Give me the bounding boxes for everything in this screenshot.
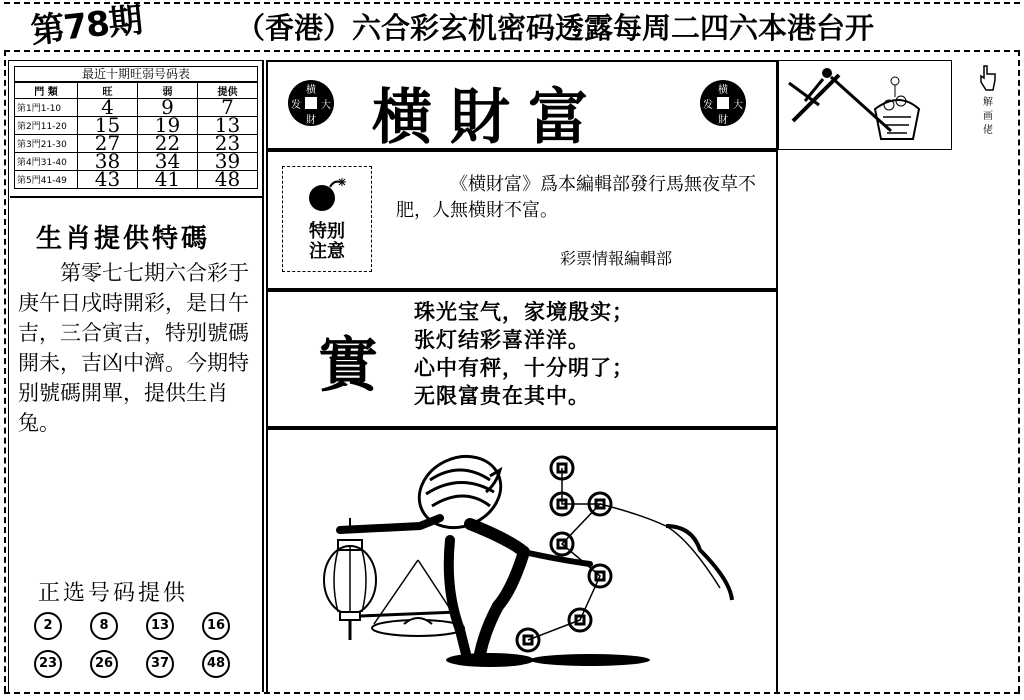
poem-line: 无限富贵在其中。 [414, 384, 590, 408]
table-underline [10, 196, 262, 198]
value-cell: 4 [78, 99, 138, 117]
period-cell: 第4門31-40 [15, 153, 78, 171]
strength-table [14, 82, 258, 189]
side-note: 解画佬 [983, 97, 993, 136]
puzzle-drawing [779, 61, 951, 149]
table-header: 提供 [198, 83, 258, 99]
value-cell: 34 [138, 153, 198, 171]
value-cell: 22 [138, 135, 198, 153]
poem-line: 珠光宝气，家境殷实； [414, 300, 634, 324]
period-cell: 第2門11-20 [15, 117, 78, 135]
header-divider [4, 50, 1020, 52]
zodiac-text: 第零七七期六合彩于庚午日戌時開彩，是日午吉，三合寅吉，特别號碼開未，吉凶中濟。今期特别號碼開單，提供生肖兔。 [18, 261, 249, 435]
value-cell: 19 [138, 117, 198, 135]
table-row [15, 171, 258, 189]
value-cell: 41 [138, 171, 198, 189]
headline: （香港）六合彩玄机密码透露每周二四六本港台开 [236, 11, 875, 45]
top-border [4, 2, 1020, 4]
pick-number: 13 [146, 612, 174, 640]
notice-label: 特别 注意 [309, 221, 345, 262]
intro-signature: 彩票情報編輯部 [560, 249, 673, 268]
right-border [1018, 50, 1020, 692]
period-cell: 第3門21-30 [15, 135, 78, 153]
table-header: 弱 [138, 83, 198, 99]
puzzle-picture [778, 60, 952, 150]
poem-line: 心中有秤，十分明了； [414, 356, 634, 380]
brand-title: 横財富 [372, 83, 606, 153]
pick-number: 8 [90, 612, 118, 640]
value-cell: 39 [198, 153, 258, 171]
value-cell: 38 [78, 153, 138, 171]
poem-line: 张灯结彩喜洋洋。 [414, 328, 590, 352]
pick-number: 37 [146, 650, 174, 678]
pick-number: 26 [90, 650, 118, 678]
pick-number: 23 [34, 650, 62, 678]
table-title: 最近十期旺弱号码表 [14, 66, 258, 82]
period-cell: 第1門1-10 [15, 99, 78, 117]
lantern-icon [324, 518, 376, 640]
coin-icon: 横 大 財 发 [288, 80, 334, 126]
pick-number: 48 [202, 650, 230, 678]
bomb-icon [306, 174, 350, 218]
left-border [4, 50, 6, 692]
pick-number: 16 [202, 612, 230, 640]
table-header: 門 類 [15, 83, 78, 99]
value-cell: 48 [198, 171, 258, 189]
poem [414, 298, 634, 410]
issue-number: 第78期 [28, 0, 144, 52]
value-cell: 13 [198, 117, 258, 135]
hand-icon [978, 64, 998, 96]
intro-text: 《横財富》爲本編輯部發行馬無夜草不肥，人無横財不富。 [396, 174, 756, 221]
coin-icon: 横 大 財 发 [700, 80, 746, 126]
value-cell: 15 [78, 117, 138, 135]
zodiac-title: 生肖提供特碼 [36, 224, 211, 254]
value-cell: 27 [78, 135, 138, 153]
value-cell: 9 [138, 99, 198, 117]
value-cell: 7 [198, 99, 258, 117]
illustration [300, 440, 760, 680]
value-cell: 23 [198, 135, 258, 153]
picks-title: 正选号码提供 [38, 581, 189, 606]
pick-number: 2 [34, 612, 62, 640]
value-cell: 43 [78, 171, 138, 189]
table-header: 旺 [78, 83, 138, 99]
treasure-char: 實 [318, 331, 378, 401]
period-cell: 第5門41-49 [15, 171, 78, 189]
bottom-border [4, 692, 1020, 694]
coin-string-icon [517, 457, 732, 651]
